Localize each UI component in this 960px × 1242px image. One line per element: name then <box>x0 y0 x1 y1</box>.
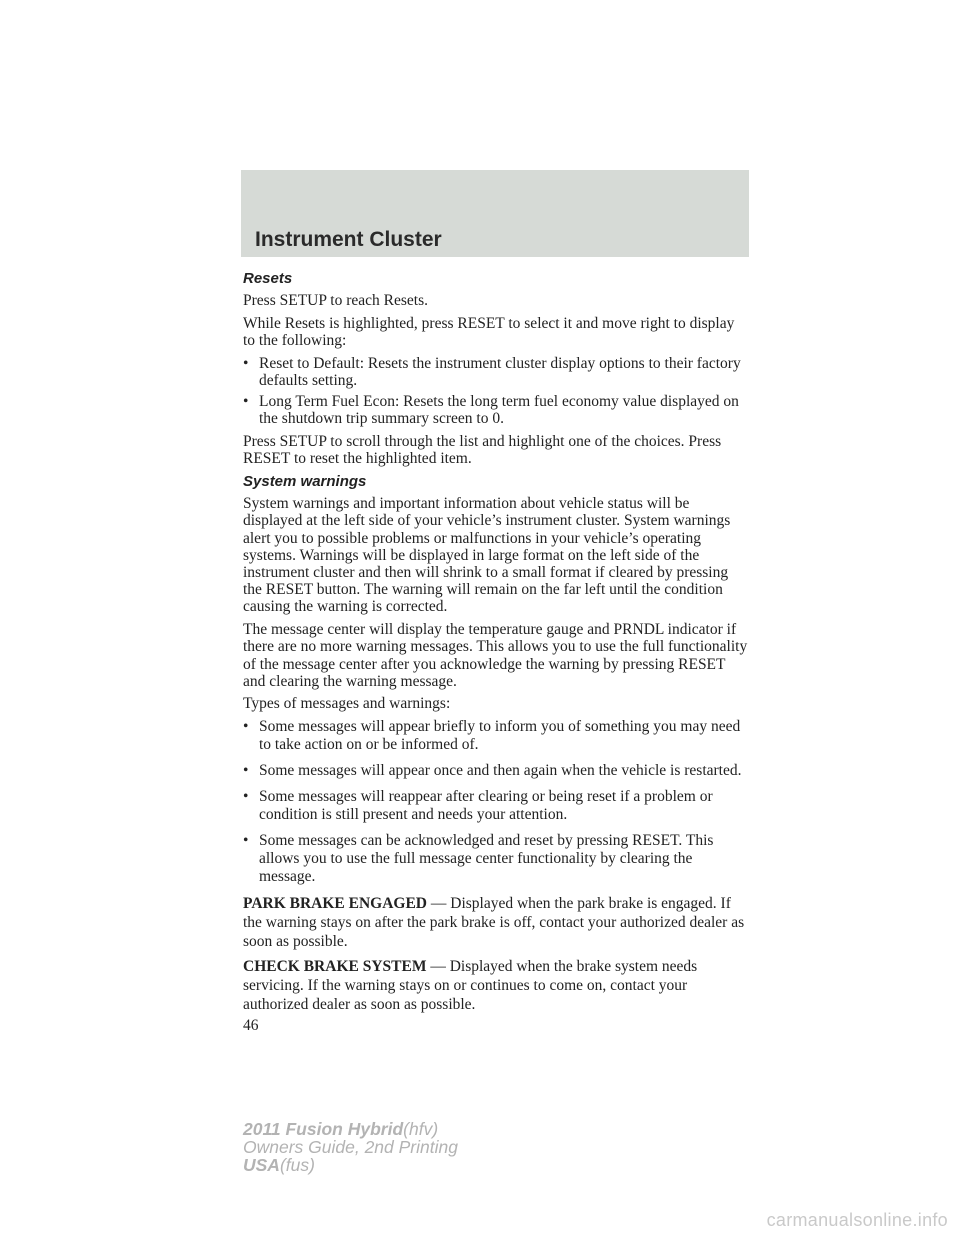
check-brake-label: CHECK BRAKE SYSTEM <box>243 957 427 975</box>
bullet-icon: • <box>243 354 249 372</box>
bullet-icon: • <box>243 393 249 411</box>
list-item: • Long Term Fuel Econ: Resets the long term fuel economy value displayed on the shutdown trip summary screen to 0. <box>243 393 739 428</box>
list-item: • Reset to Default: Resets the instrument cluster display options to their factory defaults setting. <box>243 354 741 390</box>
bullet-icon: • <box>243 788 249 806</box>
print-footer <box>243 1120 458 1174</box>
page-content <box>243 270 749 1034</box>
heading-resets: Resets <box>243 270 293 287</box>
park-brake-text: — Displayed when the park brake is engaged. If the warning stays on after the park brake is off, contact your authorized dealer as soon as possible. <box>243 895 745 951</box>
bullet-icon: • <box>243 762 249 780</box>
check-brake-entry <box>243 957 749 1014</box>
heading-system-warnings: System warnings <box>243 473 367 491</box>
list-item: • Some messages will reappear after clearing or being reset if a problem or condition is still present and needs your attention. <box>243 788 713 824</box>
resets-desc: While Resets is highlighted, press RESET to select it and move right to display to the following: <box>243 314 735 350</box>
list-item: • Some messages can be acknowledged and reset by pressing RESET. This allows you to use the full message center functionality by clearing the message. <box>243 832 714 886</box>
bullet-icon: • <box>243 718 249 736</box>
resets-outro: Press SETUP to scroll through the list and highlight one of the choices. Press RESET to reset the highlighted item. <box>243 433 722 468</box>
park-brake-label: PARK BRAKE ENGAGED <box>243 895 428 913</box>
footer-line-region: USA(fus) <box>243 1155 315 1175</box>
footer-line-model: 2011 Fusion Hybrid(hfv) <box>243 1119 439 1139</box>
resets-bullet-list <box>243 355 749 428</box>
bullet-icon: • <box>243 832 249 850</box>
footer-line-guide: Owners Guide, 2nd Printing <box>243 1137 458 1157</box>
message-types-list <box>243 718 749 886</box>
types-intro: Types of messages and warnings: <box>243 695 451 713</box>
system-warnings-p2: The message center will display the temperature gauge and PRNDL indicator if there are no more warning messages. This allows you to use the full functionality of the message center after you acknowledge the warning by pressing RESET and clearing the warning message. <box>243 621 748 690</box>
section-title: Instrument Cluster <box>255 228 442 251</box>
resets-intro: Press SETUP to reach Resets. <box>243 292 428 310</box>
list-item: • Some messages will appear briefly to inform you of something you may need to take action on or be informed of. <box>243 718 741 754</box>
list-item: • Some messages will appear once and then again when the vehicle is restarted. <box>243 762 742 780</box>
system-warnings-p1: System warnings and important information about vehicle status will be displayed at the left side of your vehicle’s instrument cluster. System warnings alert you to possible problems or malfunctions in your vehicle’s operating systems. Warnings will be displayed in large format on the left side of the instrument cluster and then will shrink to a small format if cleared by pressing the RESET button. The warning will remain on the far left until the condition causing the warning is corrected. <box>243 495 731 616</box>
check-brake-text: — Displayed when the brake system needs servicing. If the warning stays on or continues to come on, contact your authorized dealer as soon as possible. <box>243 957 698 1013</box>
section-header-band <box>241 170 749 257</box>
page-number: 46 <box>243 1016 259 1034</box>
park-brake-entry <box>243 894 749 951</box>
site-watermark: carmanualsonline.info <box>766 1210 948 1230</box>
